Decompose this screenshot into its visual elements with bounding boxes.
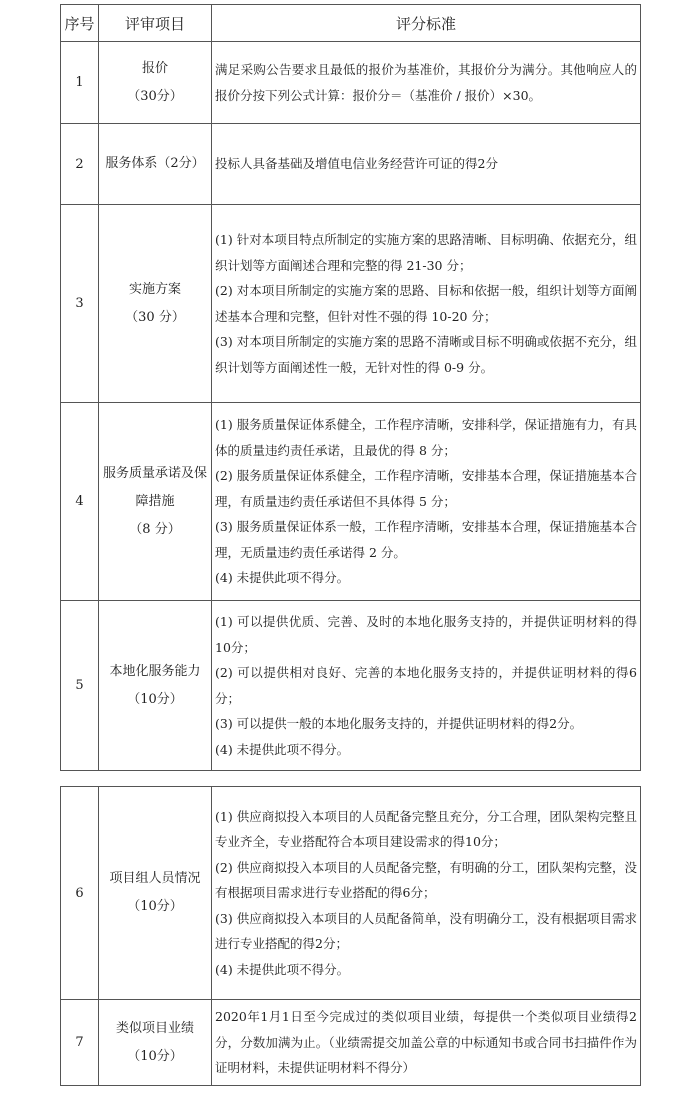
criteria-line: (1) 针对本项目特点所制定的实施方案的思路清晰、目标明确、依据充分，组织计划等方面阐述合理和完整的得 21-30 分； <box>215 232 637 273</box>
row-number: 4 <box>61 403 99 601</box>
criteria-line: (1) 供应商拟投入本项目的人员配备完整且充分，分工合理，团队架构完整且专业齐全，专业搭配符合本项目建设需求的得10分； <box>215 808 637 850</box>
table-row <box>61 124 641 205</box>
review-item-name: 项目组人员情况 <box>109 871 201 886</box>
header-review-item: 评审项目 <box>99 5 212 42</box>
criteria-cell <box>212 1000 641 1086</box>
review-item-cell <box>99 42 212 124</box>
review-item-points: （10分） <box>127 1048 183 1064</box>
criteria-line: (2) 服务质量保证体系健全，工作程序清晰，安排基本合理，保证措施基本合理，有质量违约责任承诺但不具体得 5 分； <box>215 468 637 509</box>
review-item-points: （30分） <box>127 88 183 104</box>
row-number: 1 <box>61 42 99 124</box>
table-row <box>61 1000 641 1086</box>
row-number: 3 <box>61 205 99 403</box>
criteria-line: 2020年1月1日至今完成过的类似项目业绩，每提供一个类似项目业绩得2分，分数加满为止。（业绩需提交加盖公章的中标通知书或合同书扫描件作为证明材料，未提供证明材料不得分） <box>215 1009 637 1076</box>
review-item-points: （8 分） <box>129 521 181 537</box>
criteria-line: (2) 供应商拟投入本项目的人员配备完整，有明确的分工，团队架构完整，没有根据项目需求进行专业搭配的得6分； <box>215 859 637 901</box>
row-number: 7 <box>61 1000 99 1086</box>
review-item-points: （10分） <box>127 899 183 914</box>
review-item-cell <box>99 205 212 403</box>
review-item-name: 实施方案 <box>128 281 181 297</box>
header-serial-number: 序号 <box>61 5 99 42</box>
row-number: 5 <box>61 601 99 771</box>
criteria-line: (4) 未提供此项不得分。 <box>215 961 350 977</box>
criteria-line: (3) 服务质量保证体系一般，工作程序清晰，安排基本合理，保证措施基本合理，无质量违约责任承诺得 2 分。 <box>215 519 637 560</box>
criteria-cell <box>212 403 641 601</box>
review-item-name: 服务体系（2分） <box>105 156 205 171</box>
criteria-line: (1) 服务质量保证体系健全，工作程序清晰，安排科学，保证措施有力，有具体的质量违约责任承诺，且最优的得 8 分； <box>215 417 637 458</box>
review-item-points: （10分） <box>127 691 183 707</box>
criteria-cell <box>212 42 641 124</box>
criteria-line: (4) 未提供此项不得分。 <box>215 741 350 757</box>
review-item-points: （30 分） <box>125 309 185 325</box>
criteria-line: (2) 可以提供相对良好、完善的本地化服务支持的，并提供证明材料的得6分； <box>215 665 637 706</box>
criteria-line: (3) 对本项目所制定的实施方案的思路不清晰或目标不明确或依据不充分，组织计划等方面阐述性一般，无针对性的得 0-9 分。 <box>215 334 637 375</box>
table-row <box>61 42 641 124</box>
criteria-line: (2) 对本项目所制定的实施方案的思路、目标和依据一般，组织计划等方面阐述基本合理和完整，但针对性不强的得 10-20 分； <box>215 283 637 324</box>
row-number: 6 <box>61 787 99 1000</box>
criteria-line: 满足采购公告要求且最低的报价为基准价，其报价分为满分。其他响应人的报价分按下列公式计算：报价分＝（基准价 / 报价）×30。 <box>215 62 637 103</box>
review-item-cell <box>99 124 212 205</box>
table-row <box>61 787 641 1000</box>
table-row <box>61 403 641 601</box>
review-item-cell <box>99 601 212 771</box>
scoring-table-part2 <box>60 786 641 1086</box>
review-item-name: 服务质量承诺及保障措施 <box>102 465 207 509</box>
criteria-line: (3) 可以提供一般的本地化服务支持的，并提供证明材料的得2分。 <box>215 716 583 731</box>
table-header-row <box>61 5 641 42</box>
review-item-cell <box>99 403 212 601</box>
criteria-line: (3) 供应商拟投入本项目的人员配备简单，没有明确分工，没有根据项目需求进行专业搭配的得2分； <box>215 910 637 952</box>
criteria-line: (1) 可以提供优质、完善、及时的本地化服务支持的，并提供证明材料的得10分； <box>215 614 637 655</box>
header-scoring-criteria: 评分标准 <box>212 5 641 42</box>
table-row <box>61 601 641 771</box>
criteria-cell <box>212 205 641 403</box>
review-item-name: 报价 <box>141 60 168 76</box>
review-item-name: 类似项目业绩 <box>115 1020 194 1036</box>
criteria-line: 投标人具备基础及增值电信业务经营许可证的得2分 <box>215 156 498 172</box>
review-item-cell <box>99 787 212 1000</box>
scoring-table-part1 <box>60 4 641 771</box>
review-item-cell <box>99 1000 212 1086</box>
table-row <box>61 205 641 403</box>
criteria-line: (4) 未提供此项不得分。 <box>215 570 350 586</box>
criteria-cell <box>212 787 641 1000</box>
review-item-name: 本地化服务能力 <box>109 663 201 679</box>
criteria-cell <box>212 601 641 771</box>
row-number: 2 <box>61 124 99 205</box>
criteria-cell <box>212 124 641 205</box>
